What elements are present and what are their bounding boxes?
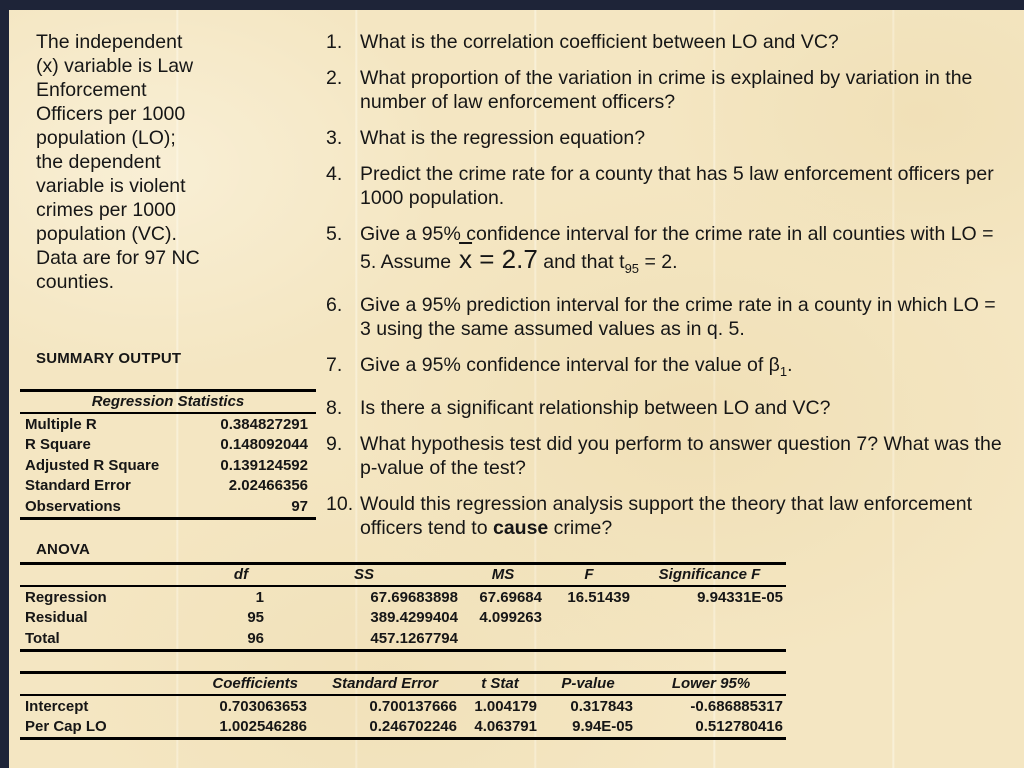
cell-value: 1.004179: [474, 697, 537, 715]
question-4: [326, 162, 1004, 210]
table-row: [20, 414, 316, 435]
cell-value: 95: [247, 609, 264, 627]
cell-value: 0.317843: [570, 697, 633, 715]
anova-table: [20, 562, 786, 652]
column-header: F: [584, 566, 594, 583]
cell-value: 0.512780416: [695, 718, 783, 736]
question-number: 1.: [326, 31, 343, 53]
cell-value: 9.94E-05: [572, 718, 633, 736]
cell-value: 457.1267794: [370, 629, 458, 647]
question-number: 4.: [326, 163, 343, 185]
question-text: What is the regression equation?: [360, 127, 646, 149]
beta-subscript: 1: [779, 363, 788, 379]
row-label: Regression: [25, 588, 107, 606]
column-header: Coefficients: [212, 675, 298, 692]
table-row: [20, 435, 316, 456]
question-number: 2.: [326, 67, 343, 89]
table-row: [20, 608, 786, 629]
cell-value: 96: [247, 629, 264, 647]
slide-border-top: [0, 0, 1024, 10]
table-row: [20, 628, 786, 649]
question-number: 8.: [326, 396, 343, 419]
t-subscript: 95: [624, 260, 640, 276]
question-text: Predict the crime rate for a county that has 5 law enforcement officers per 1000 population.: [360, 163, 994, 209]
column-header: [20, 566, 215, 583]
stat-label: R Square: [25, 436, 91, 454]
intro-text: The independent (x) variable is Law Enforcement Officers per 1000 population (LO); the dependent variable is violent crimes per 1000 population (VC). Data are for 97 NC counties.: [36, 31, 200, 293]
table-row: [20, 696, 786, 717]
stat-value: 0.384827291: [220, 415, 308, 433]
cell-value: 16.51439: [567, 588, 630, 606]
cell-value: 4.099263: [479, 609, 542, 627]
stat-value: 97: [291, 497, 308, 515]
anova-header-row: [20, 565, 786, 587]
column-header: t Stat: [481, 675, 519, 692]
question-number: 7.: [326, 353, 343, 376]
slide-border-left: [0, 0, 9, 768]
row-label: Total: [25, 629, 60, 647]
column-header: Standard Error: [332, 675, 438, 692]
cell-value: 0.703063653: [219, 697, 307, 715]
table-row: [20, 455, 316, 476]
anova-title: ANOVA: [36, 541, 91, 558]
question-text: [360, 353, 1004, 384]
row-label: Per Cap LO: [25, 718, 107, 736]
question-text-part: Give a 95% confidence interval for the crime rate in all counties with LO = 5. Assume: [360, 223, 994, 273]
question-text-part: .: [787, 353, 793, 376]
column-header: SS: [353, 566, 374, 583]
question-text: What hypothesis test did you perform to answer question 7? What was the p-value of the test?: [360, 432, 1002, 479]
question-10: [326, 492, 1004, 540]
stat-value: 0.139124592: [220, 456, 308, 474]
summary-output-title: SUMMARY OUTPUT: [36, 350, 182, 367]
row-label: Intercept: [25, 697, 89, 715]
question-8: [326, 396, 1004, 420]
column-header: P-value: [561, 675, 615, 692]
question-number: 5.: [326, 223, 343, 245]
question-number: 9.: [326, 432, 343, 455]
cell-value: 67.69684: [479, 588, 542, 606]
cell-value: 9.94331E-05: [697, 588, 783, 606]
question-text: [360, 222, 1004, 281]
question-5: [326, 222, 1004, 281]
cell-value: 389.4299404: [370, 609, 458, 627]
column-header: df: [233, 566, 249, 583]
question-text: Is there a significant relationship between LO and VC?: [360, 396, 831, 419]
question-text: What proportion of the variation in crime is explained by variation in the number of law enforcement officers?: [360, 67, 973, 113]
question-text: Give a 95% prediction interval for the crime rate in a county in which LO = 3 using the same assumed values as in q. 5.: [360, 293, 996, 340]
x-bar-value: = 2.7: [472, 244, 538, 274]
question-text-part: crime?: [548, 516, 613, 539]
question-9: [326, 432, 1004, 480]
cell-value: 67.69683898: [370, 588, 458, 606]
question-number: 6.: [326, 293, 343, 316]
table-row: [20, 587, 786, 608]
question-text-part: Give a 95% confidence interval for the value of: [360, 353, 769, 376]
cell-value: 4.063791: [474, 718, 537, 736]
question-text-part: = 2.: [639, 251, 678, 273]
question-number: 3.: [326, 127, 343, 149]
x-bar-symbol: $\overline{x}$: [459, 244, 473, 274]
question-number: 10.: [326, 492, 354, 515]
cell-value: -0.686885317: [690, 697, 783, 715]
stat-label: Observations: [25, 497, 121, 515]
coefficients-table: [20, 671, 786, 740]
row-label: Residual: [25, 609, 88, 627]
stat-value: 0.148092044: [220, 436, 308, 454]
question-3: [326, 126, 1004, 150]
cell-value: 0.246702246: [369, 718, 457, 736]
table-row: [20, 496, 316, 517]
stat-value: 2.02466356: [228, 477, 308, 495]
coefficients-header-row: [20, 674, 786, 696]
column-header: Significance F: [658, 566, 761, 583]
question-text-part: and that t: [537, 251, 625, 273]
question-6: [326, 293, 1004, 341]
cell-value: 0.700137666: [369, 697, 457, 715]
regression-statistics-table: [20, 389, 316, 520]
question-2: [326, 66, 1004, 114]
cell-value: 1: [255, 588, 264, 606]
stat-label: Multiple R: [25, 415, 97, 433]
stat-label: Adjusted R Square: [25, 456, 160, 474]
question-7: [326, 353, 1004, 384]
column-header: Lower 95%: [671, 675, 751, 692]
cell-value: 1.002546286: [219, 718, 307, 736]
regression-statistics-header: Regression Statistics: [20, 392, 316, 414]
column-header: [20, 675, 130, 692]
emphasized-word: cause: [492, 516, 549, 539]
column-header: MS: [491, 566, 515, 583]
stat-label: Standard Error: [25, 477, 131, 495]
question-text: What is the correlation coefficient between LO and VC?: [360, 31, 839, 53]
beta-symbol: β: [768, 353, 780, 376]
question-1: [326, 30, 1004, 54]
question-list: [326, 30, 1004, 552]
question-text: [360, 492, 1004, 540]
table-row: [20, 476, 316, 497]
question-text-part: Would this regression analysis support the theory that law enforcement officers tend to: [360, 492, 973, 539]
table-row: [20, 717, 786, 738]
